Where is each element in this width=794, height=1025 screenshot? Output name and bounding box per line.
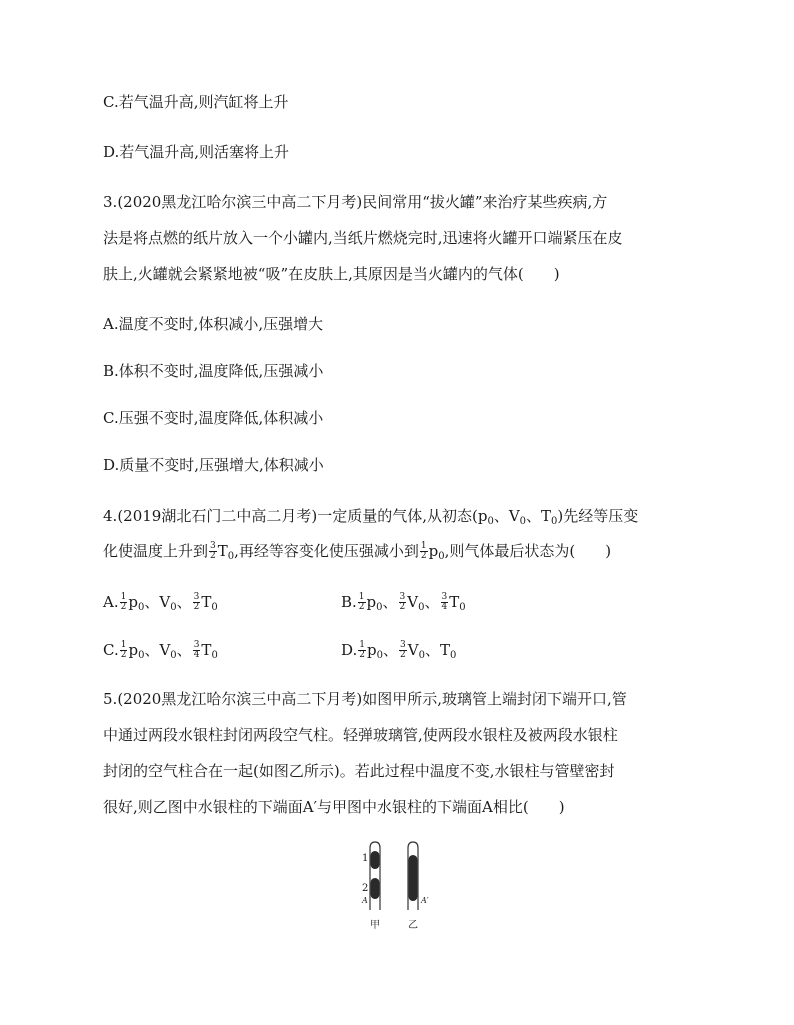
q3-source: (2020黑龙江哈尔滨三中高二下月考)	[117, 193, 363, 211]
q4-option-c: C. $\frac{1}{2}$ $p_0$、$V_0$、 $\frac{3}{4}$ $T_0$	[103, 639, 218, 661]
q4-line-2: 化使温度上升到 $\frac{3}{2}$ $T_0$,再经等容变化使压强减小到 $\frac{1}{2}$ $p_0$,则气体最后状态为( )	[103, 540, 612, 562]
q5-line-2: 中通过两段水银柱封闭两段空气柱。轻弹玻璃管,使两段水银柱及被两段水银柱	[103, 726, 618, 744]
q2-option-c: C.若气温升高,则汽缸将上升	[103, 93, 289, 111]
q5-number: 5.	[103, 690, 118, 708]
q3-number: 3.	[103, 193, 118, 211]
label-A-prime: A′	[421, 896, 429, 905]
caption-jia: 甲	[370, 920, 380, 931]
mercury-column-2	[371, 878, 380, 899]
q4-option-b: B. $\frac{1}{2}$ $p_0$、 $\frac{3}{2}$ $V_0$、 $\frac{3}{4}$ $T_0$	[341, 591, 466, 613]
q3-line-3: 肤上,火罐就会紧紧地被“吸”在皮肤上,其原因是当火罐内的气体( )	[103, 265, 560, 283]
q3-option-a: A.温度不变时,体积减小,压强增大	[103, 315, 324, 333]
q5-source: (2020黑龙江哈尔滨三中高二下月考)	[117, 690, 363, 708]
q2-option-d: D.若气温升高,则活塞将上升	[103, 143, 290, 161]
mercury-column-merged	[409, 855, 418, 901]
q3-stem-start: 民间常用“拔火罐”来治疗某些疾病,方	[362, 193, 608, 211]
label-1: 1	[362, 853, 369, 864]
fraction-1-2: $\frac{1}{2}$	[420, 540, 427, 561]
mercury-column-1	[371, 851, 380, 869]
q3-option-b: B.体积不变时,温度降低,压强减小	[103, 362, 324, 380]
fraction-3-2: $\frac{3}{2}$	[210, 540, 216, 561]
q4-source: (2019湖北石门二中高二月考)	[117, 507, 318, 525]
q4-line-1: 4.(2019湖北石门二中高二月考)一定质量的气体,从初态($p_0$、$V_0$、$T_0$)先经等压变	[103, 507, 639, 527]
tube-figure	[358, 838, 438, 933]
q4-option-d: D. $\frac{1}{2}$ $p_0$、 $\frac{3}{2}$ $V_0$、$T_0$	[341, 639, 457, 661]
label-A: A	[362, 896, 368, 905]
q4-option-a: A. $\frac{1}{2}$ $p_0$、$V_0$、 $\frac{3}{2}$ $T_0$	[103, 591, 218, 613]
q3-option-d: D.质量不变时,压强增大,体积减小	[103, 456, 324, 474]
q3-line-1	[103, 192, 607, 212]
q5-line-1: 5.(2020黑龙江哈尔滨三中高二下月考)如图甲所示,玻璃管上端封闭下端开口,管	[103, 690, 627, 708]
label-2: 2	[362, 883, 369, 894]
q5-line-4: 很好,则乙图中水银柱的下端面A′与甲图中水银柱的下端面A相比( )	[103, 798, 565, 816]
q3-line-2: 法是将点燃的纸片放入一个小罐内,当纸片燃烧完时,迅速将火罐开口端紧压在皮	[103, 229, 623, 247]
q3-option-c: C.压强不变时,温度降低,体积减小	[103, 409, 324, 427]
caption-yi: 乙	[408, 920, 418, 931]
q5-line-3: 封闭的空气柱合在一起(如图乙所示)。若此过程中温度不变,水银柱与管壁密封	[103, 762, 615, 780]
q4-number: 4.	[103, 507, 118, 525]
